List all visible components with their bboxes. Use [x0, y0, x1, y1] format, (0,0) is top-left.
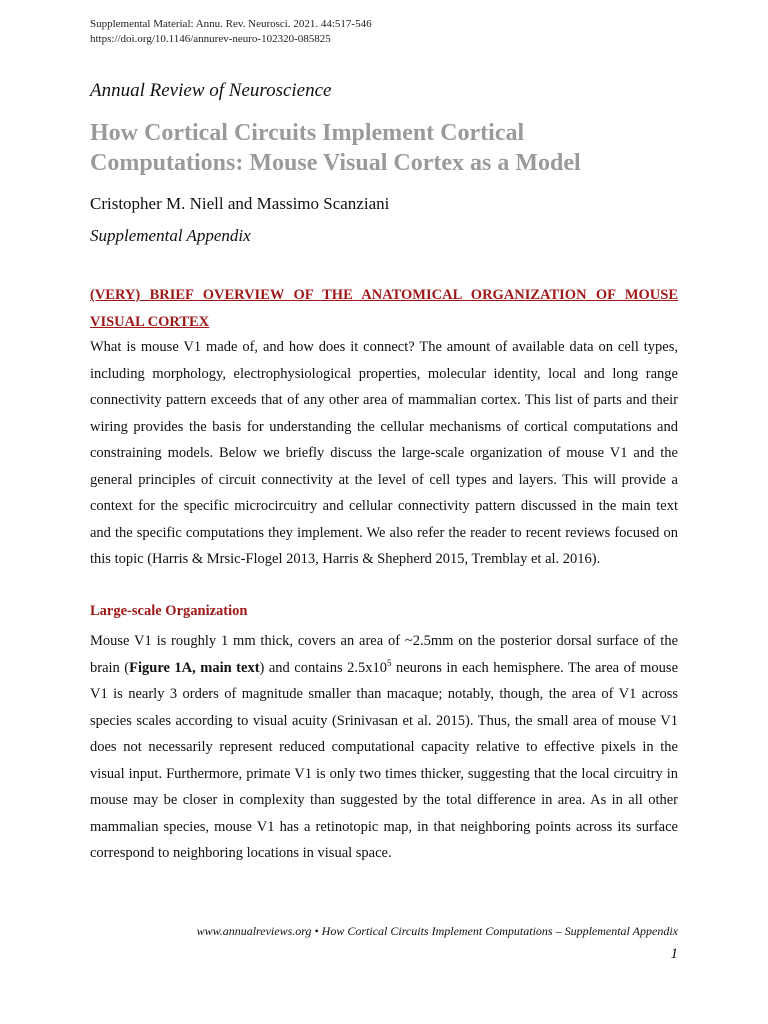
section-heading: (VERY) BRIEF OVERVIEW OF THE ANATOMICAL ORGANIZATION OF MOUSE VISUAL CORTEX — [90, 287, 678, 330]
authors: Cristopher M. Niell and Massimo Scanziani — [90, 194, 390, 213]
superscript: 5 — [386, 657, 392, 668]
subsection-heading: Large-scale Organization — [90, 603, 248, 619]
paragraph-large-scale — [90, 628, 678, 867]
citation-header — [90, 17, 372, 47]
page-number: 1 — [670, 946, 678, 962]
figure-reference: Figure 1A, main text — [129, 659, 260, 676]
doi-link[interactable]: https://doi.org/10.1146/annurev-neuro-102320-085825 — [90, 33, 331, 45]
appendix-label: Supplemental Appendix — [90, 226, 251, 245]
journal-name: Annual Review of Neuroscience — [90, 80, 332, 101]
paragraph-overview: What is mouse V1 made of, and how does it connect? The amount of available data on cell types, including morphology, electrophysiological properties, molecular identity, local and long range connectivity pattern exceeds that of any other area of mammalian cortex. This list of parts and their wiring provides the basis for understanding the cellular mechanisms of cortical computations and constraining models. Below we briefly discuss the large-scale organization of mouse V1 and the general principles of circuit connectivity at the level of cell types and layers. This will provide a context for the specific microcircuitry and cellular connectivity pattern discussed in the main text and the specific computations they implement. We also refer the reader to recent reviews focused on this topic (Harris & Mrsic-Flogel 2013, Harris & Shepherd 2015, Tremblay et al. 2016). — [90, 339, 678, 567]
article-title: How Cortical Circuits Implement Cortical Computations: Mouse Visual Cortex as a Model — [90, 120, 581, 176]
citation-line: Supplemental Material: Annu. Rev. Neurosci. 2021. 44:517-546 — [90, 18, 372, 30]
running-footer: www.annualreviews.org • How Cortical Circuits Implement Computations – Supplemental Appendix — [196, 924, 678, 938]
text-run: ) and contains 2.5x10 — [259, 659, 387, 676]
text-run: neurons in each hemisphere. The area of mouse V1 is nearly 3 orders of magnitude smaller than macaque; notably, though, the area of V1 across species scales according to visual acuity (Srinivasan et al. 2015). Thus, the small area of mouse V1 does not necessarily represent reduced computational capacity relative to effective pixels in the visual input. Furthermore, primate V1 is only two times thicker, suggesting that the local circuitry in mouse may be closer in complexity than suggested by the total difference in area. As in all other mammalian species, mouse V1 has a retinotopic map, in that neighboring points across its surface correspond to neighboring locations in visual space. — [90, 659, 678, 861]
text-run: Mouse V1 is roughly 1 mm thick, covers an area of ~2.5mm on the posterior dorsal surface of the brain ( — [90, 633, 678, 676]
